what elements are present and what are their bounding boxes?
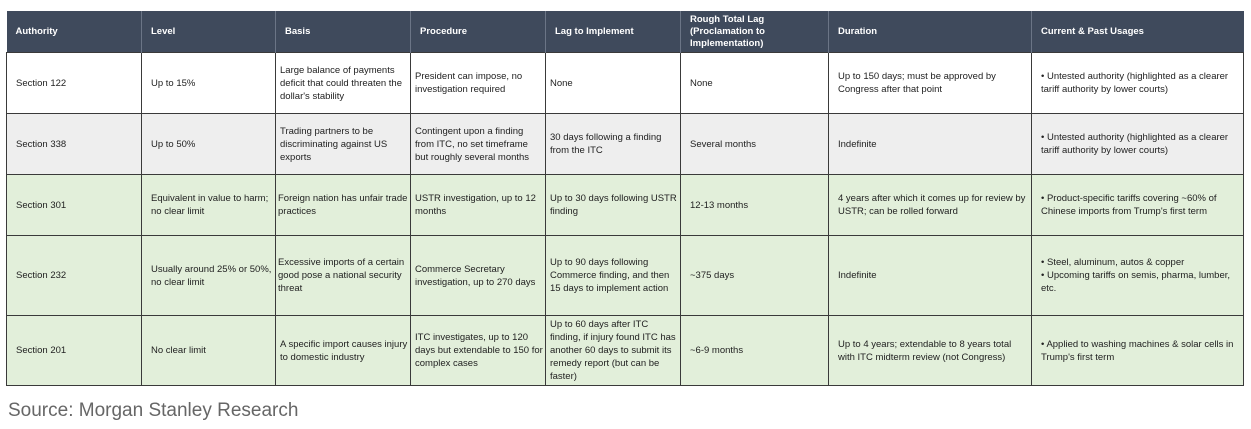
cell-basis: Excessive imports of a certain good pose a national security threat <box>276 236 411 316</box>
cell-authority: Section 122 <box>7 53 142 114</box>
header-row <box>7 11 1244 53</box>
cell-duration: Indefinite <box>829 114 1032 175</box>
cell-basis: A specific import causes injury to domestic industry <box>276 316 411 386</box>
cell-basis: Large balance of payments deficit that could threaten the dollar's stability <box>276 53 411 114</box>
cell-duration: Indefinite <box>829 236 1032 316</box>
cell-authority: Section 232 <box>7 236 142 316</box>
cell-authority: Section 338 <box>7 114 142 175</box>
cell-level: Up to 15% <box>142 53 276 114</box>
usage-bullet: • Product-specific tariffs covering ~60% of Chinese imports from Trump's first term <box>1041 193 1217 217</box>
cell-procedure: Contingent upon a finding from ITC, no set timeframe but roughly several months <box>411 114 546 175</box>
usage-bullet: • Untested authority (highlighted as a clearer tariff authority by lower courts) <box>1041 71 1229 95</box>
cell-usages <box>1032 53 1244 114</box>
cell-level: Usually around 25% or 50%, no clear limit <box>142 236 276 316</box>
cell-usages <box>1032 316 1244 386</box>
cell-lag: 30 days following a finding from the ITC <box>546 114 681 175</box>
tariff-authority-table-container <box>6 11 1243 386</box>
table-row <box>7 114 1244 175</box>
header-usages: Current & Past Usages <box>1032 11 1244 53</box>
cell-total-lag: Several months <box>681 114 829 175</box>
cell-duration: Up to 150 days; must be approved by Congress after that point <box>829 53 1032 114</box>
cell-usages <box>1032 114 1244 175</box>
cell-lag: Up to 30 days following USTR finding <box>546 175 681 236</box>
cell-basis: Foreign nation has unfair trade practices <box>276 175 411 236</box>
cell-procedure: ITC investigates, up to 120 days but extendable to 150 for complex cases <box>411 316 546 386</box>
cell-usages <box>1032 175 1244 236</box>
cell-lag: Up to 60 days after ITC finding, if injury found ITC has another 60 days to submit its remedy report (but can be faster) <box>546 316 681 386</box>
tariff-authority-table <box>6 11 1244 386</box>
usage-bullet: • Steel, aluminum, autos & copper <box>1041 257 1185 268</box>
cell-total-lag: ~375 days <box>681 236 829 316</box>
cell-procedure: USTR investigation, up to 12 months <box>411 175 546 236</box>
cell-procedure: President can impose, no investigation required <box>411 53 546 114</box>
table-row <box>7 53 1244 114</box>
table-row <box>7 175 1244 236</box>
header-authority: Authority <box>7 11 142 53</box>
usage-bullet: • Upcoming tariffs on semis, pharma, lumber, etc. <box>1041 270 1231 294</box>
usage-bullet: • Applied to washing machines & solar cells in Trump's first term <box>1041 338 1234 363</box>
table-row <box>7 316 1244 386</box>
header-basis: Basis <box>276 11 411 53</box>
cell-level: Up to 50% <box>142 114 276 175</box>
cell-authority: Section 201 <box>7 316 142 386</box>
source-caption: Source: Morgan Stanley Research <box>8 400 299 421</box>
cell-authority: Section 301 <box>7 175 142 236</box>
cell-duration: Up to 4 years; extendable to 8 years total with ITC midterm review (not Congress) <box>829 316 1032 386</box>
cell-duration: 4 years after which it comes up for review by USTR; can be rolled forward <box>829 175 1032 236</box>
cell-total-lag: ~6-9 months <box>681 316 829 386</box>
cell-total-lag: 12-13 months <box>681 175 829 236</box>
cell-lag: None <box>546 53 681 114</box>
cell-total-lag: None <box>681 53 829 114</box>
table-row <box>7 236 1244 316</box>
header-lag-to-implement: Lag to Implement <box>546 11 681 53</box>
cell-level: No clear limit <box>142 316 276 386</box>
header-duration: Duration <box>829 11 1032 53</box>
header-level: Level <box>142 11 276 53</box>
cell-usages <box>1032 236 1244 316</box>
cell-lag: Up to 90 days following Commerce finding, and then 15 days to implement action <box>546 236 681 316</box>
header-procedure: Procedure <box>411 11 546 53</box>
cell-level: Equivalent in value to harm; no clear limit <box>142 175 276 236</box>
header-rough-total-lag: Rough Total Lag (Proclamation to Implementation) <box>681 11 829 53</box>
cell-basis: Trading partners to be discriminating against US exports <box>276 114 411 175</box>
usage-bullet: • Untested authority (highlighted as a clearer tariff authority by lower courts) <box>1041 132 1229 156</box>
cell-procedure: Commerce Secretary investigation, up to 270 days <box>411 236 546 316</box>
